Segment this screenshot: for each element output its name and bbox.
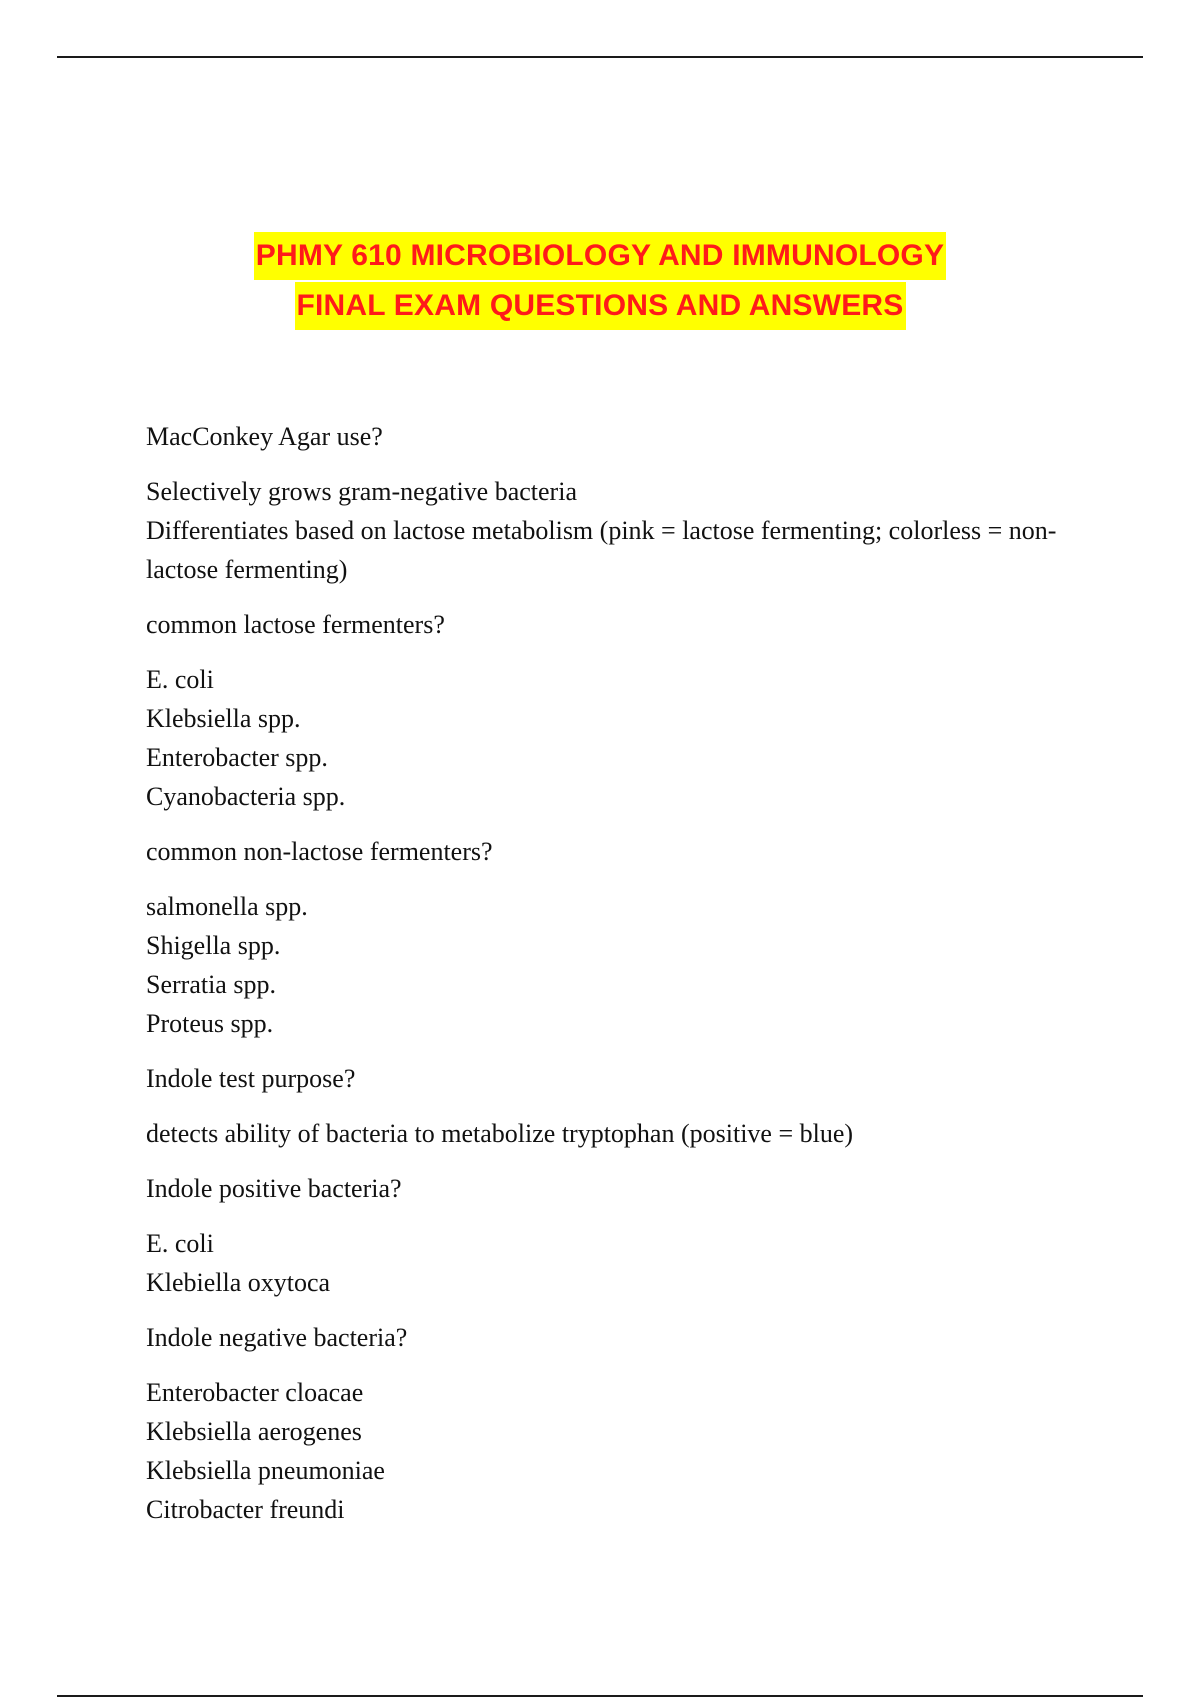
title-line-2: FINAL EXAM QUESTIONS AND ANSWERS (295, 282, 906, 330)
answer-line: Selectively grows gram-negative bacteria (146, 477, 577, 506)
qa-item (146, 605, 1086, 816)
answer-line: Klebsiella pneumoniae (146, 1456, 385, 1485)
qa-item (146, 1318, 1086, 1529)
document-title (0, 232, 1200, 330)
question: common lactose fermenters? (146, 610, 445, 639)
answer-line: salmonella spp. (146, 892, 308, 921)
answer (146, 1114, 1086, 1153)
answer-line: Klebiella oxytoca (146, 1268, 331, 1297)
qa-item (146, 832, 1086, 1043)
answer (146, 660, 1086, 816)
answer (146, 887, 1086, 1043)
question: Indole positive bacteria? (146, 1174, 402, 1203)
answer (146, 1373, 1086, 1529)
question: Indole negative bacteria? (146, 1323, 408, 1352)
answer-line: E. coli (146, 665, 214, 694)
answer-line: detects ability of bacteria to metabolize tryptophan (positive = blue) (146, 1119, 854, 1148)
answer-line: Citrobacter freundi (146, 1495, 345, 1524)
answer-line: Enterobacter spp. (146, 743, 328, 772)
title-line-1: PHMY 610 MICROBIOLOGY AND IMMUNOLOGY (254, 232, 946, 280)
answer-line: Serratia spp. (146, 970, 276, 999)
question: Indole test purpose? (146, 1064, 356, 1093)
answer-line: Shigella spp. (146, 931, 281, 960)
header-rule (57, 56, 1143, 58)
question: MacConkey Agar use? (146, 422, 383, 451)
answer (146, 1224, 1086, 1302)
footer-rule (57, 1695, 1143, 1697)
answer-line: Differentiates based on lactose metabolism (pink = lactose fermenting; colorless = non-lactose fermenting) (146, 516, 1057, 584)
answer-line: Klebsiella aerogenes (146, 1417, 362, 1446)
qa-list (146, 417, 1086, 1545)
qa-item (146, 1169, 1086, 1302)
answer-line: Klebsiella spp. (146, 704, 301, 733)
answer-line: Proteus spp. (146, 1009, 274, 1038)
question: common non-lactose fermenters? (146, 837, 493, 866)
answer-line: Enterobacter cloacae (146, 1378, 364, 1407)
answer (146, 472, 1086, 589)
answer-line: Cyanobacteria spp. (146, 782, 346, 811)
qa-item (146, 417, 1086, 589)
answer-line: E. coli (146, 1229, 214, 1258)
qa-item (146, 1059, 1086, 1153)
